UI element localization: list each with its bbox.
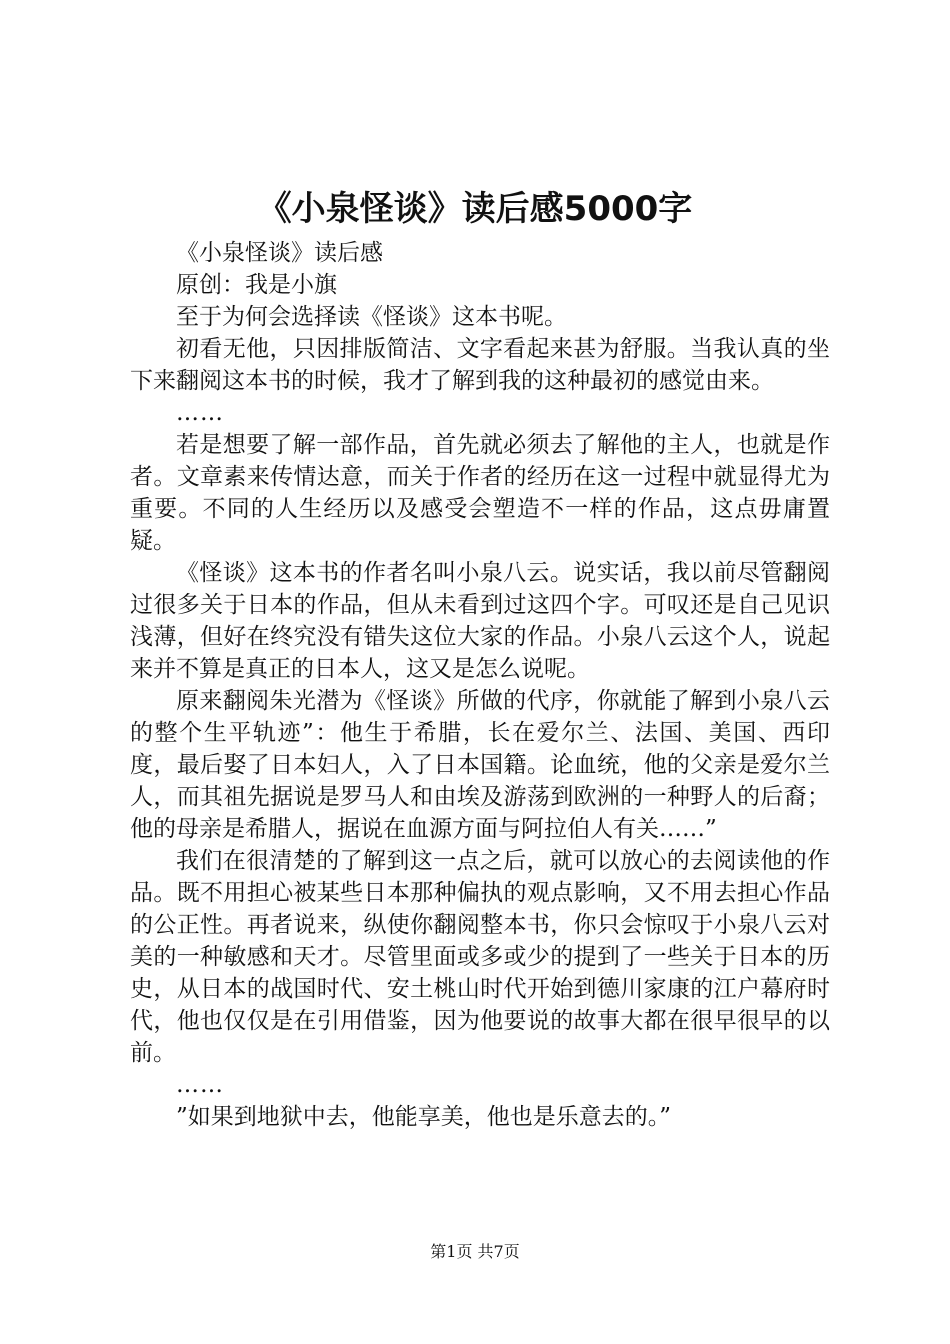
ellipsis-paragraph: …… <box>176 1072 224 1098</box>
document-title: 《小泉怪谈》读后感5000字 <box>257 189 693 229</box>
document-body <box>130 237 830 1133</box>
paragraph: 原来翻阅朱光潜为《怪谈》所做的代序，你就能了解到小泉八云的整个生平轨迹”：他生于希腊，长在爱尔兰、法国、美国、西印度，最后娶了日本妇人，入了日本国籍。论血统，他的父亲是爱尔兰人，而其祖先据说是罗马人和由埃及游荡到欧洲的一种野人的后裔；他的母亲是希腊人，据说在血源方面与阿拉伯人有关……” <box>130 688 830 842</box>
paragraph: 《怪谈》这本书的作者名叫小泉八云。说实话，我以前尽管翻阅过很多关于日本的作品，但从未看到过这四个字。可叹还是自己见识浅薄，但好在终究没有错失这位大家的作品。小泉八云这个人，说起来并不算是真正的日本人，这又是怎么说呢。 <box>130 560 830 682</box>
paragraph: 我们在很清楚的了解到这一点之后，就可以放心的去阅读他的作品。既不用担心被某些日本那种偏执的观点影响，又不用去担心作品的公正性。再者说来，纵使你翻阅整本书，你只会惊叹于小泉八云对美的一种敏感和天才。尽管里面或多或少的提到了一些关于日本的历史，从日本的战国时代、安土桃山时代开始到德川家康的江户幕府时代，他也仅仅是在引用借鉴，因为他要说的故事大都在很早很早的以前。 <box>130 848 830 1066</box>
paragraph: 原创：我是小旗 <box>176 272 337 298</box>
ellipsis-paragraph: …… <box>176 400 224 426</box>
paragraph: ”如果到地狱中去，他能享美，他也是乐意去的。” <box>176 1104 672 1130</box>
page-number-footer: 第1页 共7页 <box>430 1242 520 1261</box>
paragraph: 若是想要了解一部作品，首先就必须去了解他的主人，也就是作者。文章素来传情达意，而关于作者的经历在这一过程中就显得尤为重要。不同的人生经历以及感受会塑造不一样的作品，这点毋庸置疑。 <box>130 432 830 554</box>
paragraph: 《小泉怪谈》读后感 <box>176 240 383 266</box>
paragraph: 初看无他，只因排版简洁、文字看起来甚为舒服。当我认真的坐下来翻阅这本书的时候，我才了解到我的这种最初的感觉由来。 <box>130 336 830 394</box>
paragraph: 至于为何会选择读《怪谈》这本书呢。 <box>176 304 567 330</box>
